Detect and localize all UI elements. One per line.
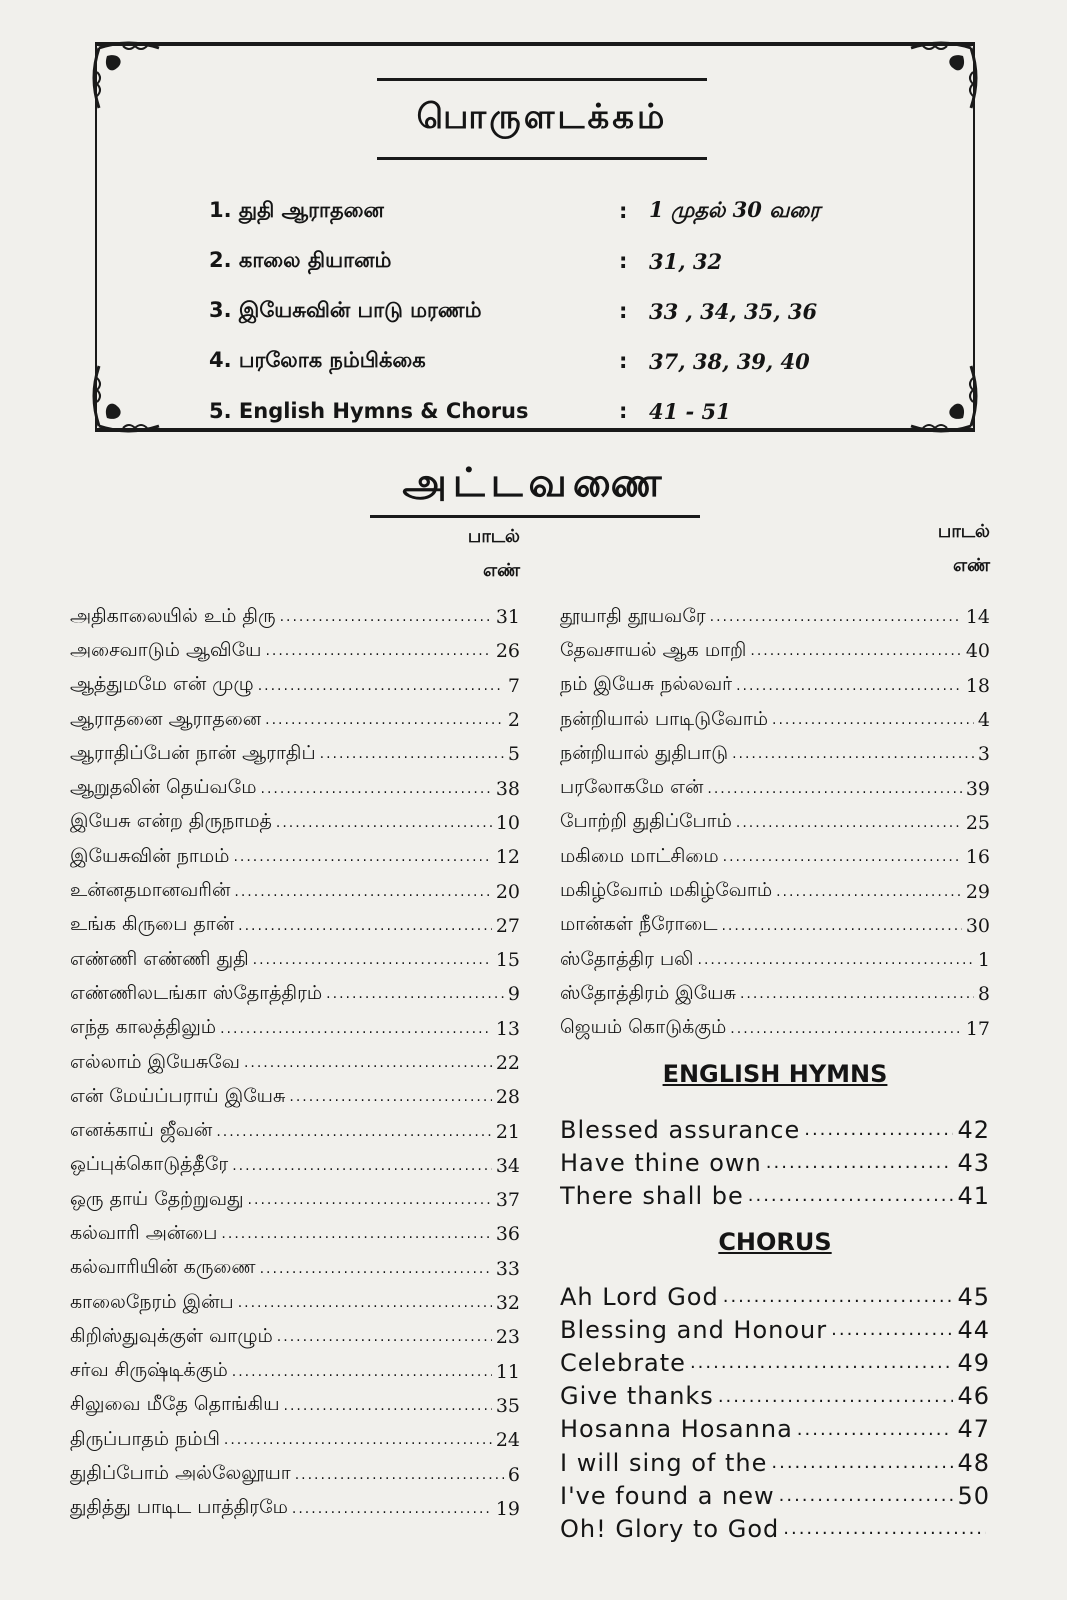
leader-dots xyxy=(260,1261,492,1277)
index-entry xyxy=(70,703,520,737)
contents-item-value: 1 முதல் 30 வரை xyxy=(649,197,821,222)
leader-dots xyxy=(261,781,492,797)
song-title: Ah Lord God xyxy=(560,1282,719,1311)
leader-dots xyxy=(232,1158,492,1174)
index-entry xyxy=(70,874,520,908)
index-entry xyxy=(560,840,990,874)
leader-dots xyxy=(721,918,961,934)
song-title: துதிப்போம் அல்லேலூயா xyxy=(70,1462,291,1485)
song-title: ஆராதனை ஆராதனை xyxy=(70,707,262,730)
song-number: 40 xyxy=(965,640,990,663)
song-title: ஸ்தோத்திரம் இயேசு xyxy=(560,981,736,1004)
song-number: 45 xyxy=(957,1282,990,1311)
song-title: ஜெயம் கொடுக்கும் xyxy=(560,1016,727,1039)
song-title: நன்றியால் துதிபாடு xyxy=(560,741,729,764)
song-number: 12 xyxy=(495,846,520,869)
index-entry xyxy=(560,1413,990,1446)
index-entry xyxy=(560,1512,990,1545)
song-title: உன்னதமானவரின் xyxy=(70,879,231,902)
index-entry xyxy=(70,1355,520,1389)
song-title: ஒப்புக்கொடுத்தீரே xyxy=(70,1153,229,1176)
index-entry xyxy=(560,806,990,840)
index-entry xyxy=(70,1423,520,1457)
index-entry xyxy=(70,1183,520,1217)
column-header-number: எண் xyxy=(483,560,520,581)
index-entry xyxy=(560,977,990,1011)
song-number: 22 xyxy=(495,1052,520,1074)
index-entry xyxy=(70,1012,520,1046)
song-number: 47 xyxy=(957,1415,990,1444)
song-number: 16 xyxy=(965,846,990,869)
index-entry xyxy=(560,1113,990,1146)
song-title: There shall be xyxy=(560,1181,744,1210)
leader-dots xyxy=(265,643,491,659)
song-number: 41 xyxy=(957,1181,990,1210)
song-title: மகிமை மாட்சிமை xyxy=(560,844,719,867)
leader-dots xyxy=(276,815,492,831)
column-header-right xyxy=(860,515,990,583)
index-title: அட்டவணை xyxy=(402,459,668,506)
leader-dots xyxy=(723,849,962,865)
song-number: 30 xyxy=(965,914,990,937)
song-number: 42 xyxy=(957,1115,990,1144)
song-number: 23 xyxy=(495,1326,520,1349)
leader-dots xyxy=(740,986,974,1002)
index-entry xyxy=(560,1179,990,1212)
song-number: 21 xyxy=(495,1120,520,1143)
leader-dots xyxy=(707,781,961,797)
song-title: Give thanks xyxy=(560,1382,714,1411)
song-number: 36 xyxy=(495,1223,520,1246)
song-title: காலைநேரம் இன்ப xyxy=(70,1290,234,1313)
song-number: 5 xyxy=(507,743,520,766)
song-title: எனக்காய் ஜீவன் xyxy=(70,1119,213,1142)
index-entry xyxy=(70,1080,520,1114)
song-title: போற்றி துதிப்போம் xyxy=(560,810,732,833)
leader-dots xyxy=(326,986,504,1002)
song-title: எல்லாம் இயேசுவே xyxy=(70,1050,240,1073)
contents-item xyxy=(209,236,909,286)
song-title: Have thine own xyxy=(560,1148,762,1177)
index-entry xyxy=(560,600,990,634)
song-number: 25 xyxy=(965,811,990,834)
contents-item xyxy=(209,336,909,386)
index-entry xyxy=(70,840,520,874)
leader-dots xyxy=(772,712,974,728)
song-title: இயேசு என்ற திருநாமத் xyxy=(70,810,272,833)
song-title: மான்கள் நீரோடை xyxy=(560,913,718,936)
leader-dots xyxy=(771,1452,953,1473)
contents-item-label: 3. இயேசுவின் பாடு மரணம் xyxy=(209,297,482,322)
contents-item xyxy=(209,286,909,336)
song-title: ஒரு தாய் தேற்றுவது xyxy=(70,1187,244,1210)
index-left-column xyxy=(70,600,520,1526)
leader-dots xyxy=(258,678,504,694)
contents-item-value: 31, 32 xyxy=(649,248,723,274)
index-entry xyxy=(560,1146,990,1179)
leader-dots xyxy=(831,1319,953,1340)
leader-dots xyxy=(265,712,504,728)
leader-dots xyxy=(783,1518,986,1539)
song-number: 6 xyxy=(507,1463,520,1486)
leader-dots xyxy=(238,1295,492,1311)
chorus-list xyxy=(560,1280,990,1546)
index-entry xyxy=(560,634,990,668)
index-entry xyxy=(70,1492,520,1526)
leader-dots xyxy=(220,1021,492,1037)
song-number: 34 xyxy=(495,1154,520,1177)
leader-dots xyxy=(723,1286,954,1307)
contents-item-value: 33 , 34, 35, 36 xyxy=(649,298,818,324)
index-entry xyxy=(70,909,520,943)
song-number: 39 xyxy=(965,777,990,800)
index-entry xyxy=(70,1149,520,1183)
index-entry xyxy=(560,1380,990,1413)
song-title: Blessed assurance xyxy=(560,1115,801,1144)
song-number: 37 xyxy=(495,1189,520,1212)
leader-dots xyxy=(320,746,504,762)
index-entry xyxy=(560,943,990,977)
song-title: தூயாதி தூயவரே xyxy=(560,604,706,627)
leader-dots xyxy=(292,1501,492,1517)
song-number: 11 xyxy=(495,1360,520,1383)
leader-dots xyxy=(736,815,962,831)
leader-dots xyxy=(295,1467,504,1483)
contents-item-label: 2. காலை தியானம் xyxy=(209,247,392,272)
corner-ornament-icon xyxy=(901,356,981,436)
song-number: 9 xyxy=(507,983,520,1006)
contents-item-colon: : xyxy=(619,249,628,273)
song-number: 3 xyxy=(977,743,990,766)
song-number: 46 xyxy=(957,1382,990,1411)
leader-dots xyxy=(233,849,491,865)
english-hymns-heading: ENGLISH HYMNS xyxy=(662,1060,888,1088)
column-header-number: எண் xyxy=(953,555,990,576)
leader-dots xyxy=(277,1329,492,1345)
song-number: 10 xyxy=(495,811,520,834)
song-title: Blessing and Honour xyxy=(560,1315,828,1344)
song-title: சிலுவை மீதே தொங்கிய xyxy=(70,1393,280,1416)
index-entry xyxy=(560,1479,990,1512)
leader-dots xyxy=(289,1089,491,1105)
index-entry xyxy=(70,669,520,703)
index-entry xyxy=(70,1320,520,1354)
song-title: இயேசுவின் நாமம் xyxy=(70,844,230,867)
index-entry xyxy=(70,1457,520,1491)
song-title: ஸ்தோத்திர பலி xyxy=(560,947,694,970)
contents-box xyxy=(95,42,975,432)
song-number: 19 xyxy=(495,1497,520,1520)
leader-dots xyxy=(284,1398,492,1414)
leader-dots xyxy=(248,1192,492,1208)
song-number: 50 xyxy=(957,1481,990,1510)
chorus-heading: CHORUS xyxy=(718,1228,832,1256)
contents-item-colon: : xyxy=(619,199,628,223)
song-title: ஆராதிப்பேன் நான் ஆராதிப் xyxy=(70,741,316,764)
leader-dots xyxy=(253,952,492,968)
contents-title: பொருளடக்கம் xyxy=(416,97,668,137)
index-entry xyxy=(560,874,990,908)
song-title: என் மேய்ப்பராய் இயேசு xyxy=(70,1084,286,1107)
song-title: கல்வாரி அன்பை xyxy=(70,1221,218,1244)
song-title: கிறிஸ்துவுக்குள் வாழும் xyxy=(70,1324,273,1347)
index-entry xyxy=(70,634,520,668)
song-number: 14 xyxy=(965,606,990,629)
contents-item-colon: : xyxy=(619,349,628,373)
index-entry xyxy=(70,600,520,634)
index-entry xyxy=(560,1346,990,1379)
corner-ornament-icon xyxy=(901,38,981,118)
contents-item-label: 5. English Hymns & Chorus xyxy=(209,399,529,423)
index-entry xyxy=(70,771,520,805)
index-entry xyxy=(560,703,990,737)
contents-item-value: 37, 38, 39, 40 xyxy=(649,348,810,374)
song-title: எண்ணிலடங்கா ஸ்தோத்திரம் xyxy=(70,981,323,1004)
leader-dots xyxy=(732,746,974,762)
leader-dots xyxy=(698,952,974,968)
leader-dots xyxy=(221,1226,491,1242)
index-entry xyxy=(560,1313,990,1346)
index-entry xyxy=(560,1280,990,1313)
leader-dots xyxy=(690,1352,954,1373)
index-entry xyxy=(70,1114,520,1148)
song-title: தேவசாயல் ஆக மாறி xyxy=(560,638,747,661)
index-title-frame xyxy=(370,455,700,518)
song-title: சர்வ சிருஷ்டிக்கும் xyxy=(70,1359,228,1382)
contents-item-label: 4. பரலோக நம்பிக்கை xyxy=(209,347,426,372)
song-number: 27 xyxy=(495,914,520,937)
song-title: ஆறுதலின் தெய்வமே xyxy=(70,776,257,799)
song-number: 7 xyxy=(507,674,520,697)
song-number: 1 xyxy=(977,949,990,972)
leader-dots xyxy=(730,1021,962,1037)
leader-dots xyxy=(232,1364,492,1380)
song-title: I've found a new xyxy=(560,1481,775,1510)
song-number: 2 xyxy=(507,709,520,732)
index-entry xyxy=(560,1446,990,1479)
index-entry xyxy=(560,669,990,703)
song-number: 32 xyxy=(495,1292,520,1315)
contents-item-colon: : xyxy=(619,399,628,423)
song-number: 43 xyxy=(957,1148,990,1177)
index-entry xyxy=(70,806,520,840)
leader-dots xyxy=(748,1185,954,1206)
song-title: நன்றியால் பாடிடுவோம் xyxy=(560,707,769,730)
song-number: 28 xyxy=(495,1086,520,1109)
index-entry xyxy=(70,943,520,977)
index-entry xyxy=(70,1252,520,1286)
song-number: 24 xyxy=(495,1429,520,1452)
index-right-column xyxy=(560,600,990,1046)
song-title: ஆத்துமமே என் முழு xyxy=(70,673,254,696)
song-title: கல்வாரியின் கருணை xyxy=(70,1256,256,1279)
contents-title-frame xyxy=(377,78,707,160)
song-title: Hosanna Hosanna xyxy=(560,1415,793,1444)
song-title: அசைவாடும் ஆவியே xyxy=(70,638,262,661)
index-entry xyxy=(560,909,990,943)
leader-dots xyxy=(710,609,962,625)
contents-list xyxy=(209,186,909,436)
song-title: உங்க கிருபை தான் xyxy=(70,913,235,936)
leader-dots xyxy=(797,1419,954,1440)
leader-dots xyxy=(779,1485,954,1506)
contents-item xyxy=(209,386,909,436)
song-title: துதித்து பாடிட பாத்திரமே xyxy=(70,1496,288,1519)
song-title: Oh! Glory to God xyxy=(560,1514,780,1543)
song-number: 49 xyxy=(957,1348,990,1377)
corner-ornament-icon xyxy=(89,38,169,118)
index-entry xyxy=(70,1217,520,1251)
song-number: 17 xyxy=(965,1017,990,1040)
song-title: Celebrate xyxy=(560,1348,686,1377)
index-entry xyxy=(70,1046,520,1080)
song-number: 8 xyxy=(977,983,990,1006)
song-number: 29 xyxy=(965,880,990,903)
index-entry xyxy=(70,737,520,771)
song-title: மகிழ்வோம் மகிழ்வோம் xyxy=(560,879,773,902)
song-number: 20 xyxy=(495,880,520,903)
index-entry xyxy=(70,977,520,1011)
song-number: 18 xyxy=(965,674,990,697)
leader-dots xyxy=(776,884,962,900)
song-number: 26 xyxy=(495,640,520,663)
leader-dots xyxy=(224,1432,492,1448)
song-title: பரலோகமே என் xyxy=(560,776,704,799)
index-entry xyxy=(70,1286,520,1320)
contents-item-label: 1. துதி ஆராதனை xyxy=(209,197,384,222)
song-title: நம் இயேசு நல்லவர் xyxy=(560,673,733,696)
leader-dots xyxy=(280,609,492,625)
english-hymns-list xyxy=(560,1113,990,1213)
index-entry xyxy=(70,1389,520,1423)
song-number: 38 xyxy=(495,777,520,800)
leader-dots xyxy=(766,1152,954,1173)
song-number: 4 xyxy=(977,709,990,732)
song-number: 33 xyxy=(495,1257,520,1280)
song-title: I will sing of the xyxy=(560,1448,768,1477)
contents-item-colon: : xyxy=(619,299,628,323)
column-header-left xyxy=(400,520,520,588)
contents-item xyxy=(209,186,909,236)
leader-dots xyxy=(736,678,962,694)
leader-dots xyxy=(234,884,491,900)
leader-dots xyxy=(804,1119,953,1140)
column-header-song: பாடல் xyxy=(467,526,520,547)
index-entry xyxy=(560,1012,990,1046)
leader-dots xyxy=(216,1124,492,1140)
corner-ornament-icon xyxy=(89,356,169,436)
song-title: எண்ணி எண்ணி துதி xyxy=(70,947,249,970)
leader-dots xyxy=(718,1386,954,1407)
column-header-song: பாடல் xyxy=(937,521,990,542)
song-number: 48 xyxy=(957,1448,990,1477)
song-title: அதிகாலையில் உம் திரு xyxy=(70,604,276,627)
leader-dots xyxy=(238,918,492,934)
contents-item-value: 41 - 51 xyxy=(649,398,731,424)
leader-dots xyxy=(244,1055,492,1071)
song-title: எந்த காலத்திலும் xyxy=(70,1016,217,1039)
leader-dots xyxy=(750,643,961,659)
index-entry xyxy=(560,771,990,805)
song-number: 44 xyxy=(957,1315,990,1344)
index-entry xyxy=(560,737,990,771)
song-number: 15 xyxy=(495,949,520,972)
song-title: திருப்பாதம் நம்பி xyxy=(70,1427,220,1450)
song-number: 13 xyxy=(495,1017,520,1040)
song-number: 31 xyxy=(495,606,520,629)
song-number: 35 xyxy=(495,1394,520,1417)
